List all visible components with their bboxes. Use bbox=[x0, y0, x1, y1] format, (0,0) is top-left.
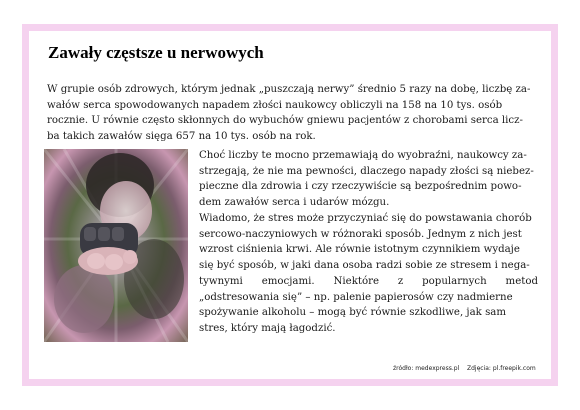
paragraph-line: ba takich zawałów sięga 657 na 10 tys. osób na rok. bbox=[47, 131, 316, 143]
paragraph-line: wzrost ciśnienia krwi. Ale równie istotnym czynnikiem wydaje bbox=[199, 244, 520, 256]
article-title: Zawały częstsze u nerwowych bbox=[48, 43, 264, 62]
paragraph-line: W grupie osób zdrowych, którym jednak „puszczają nerwy” średnio 5 razy na dobę, liczbę za- bbox=[47, 84, 531, 95]
paragraph-line: rocznie. U równie często skłonnych do wybuchów gniewu pacjentów z chorobami serca licz- bbox=[47, 115, 523, 127]
paragraph-line: spożywanie alkoholu – mogą być równie szkodliwe, jak sam bbox=[199, 307, 507, 319]
paragraph-line: pieczne dla zdrowia i czy rzeczywiście są bezpośrednim powo- bbox=[199, 181, 522, 193]
paragraph-line: dem zawałów serca i udarów mózgu. bbox=[199, 197, 390, 209]
paragraph-stress bbox=[199, 211, 538, 337]
paragraph-line: się być sposób, w jaki dana osoba radzi sobie ze stresem i nega- bbox=[199, 260, 530, 272]
paragraph-scientists bbox=[199, 148, 538, 211]
paragraph-line: „odstresowania się” – np. palenie papierosów czy nadmierne bbox=[199, 291, 513, 303]
paragraph-line: sercowo-naczyniowych w różnoraki sposób. Jednym z nich jest bbox=[199, 228, 522, 240]
paragraph-intro bbox=[47, 82, 538, 145]
fist-photo-illustration bbox=[44, 149, 188, 342]
paragraph-line: strzegają, że nie ma pewności, dlaczego napady złości są niebez- bbox=[199, 165, 534, 177]
fist-photo bbox=[44, 149, 188, 342]
paragraph-line: Choć liczby te mocno przemawiają do wyobraźni, naukowcy za- bbox=[199, 150, 527, 161]
photo-credit: Zdjęcia: pl.freepik.com bbox=[467, 365, 536, 372]
paragraph-line: wałów serca spowodowanych napadem złości naukowcy obliczyli na 158 na 10 tys. osób bbox=[47, 99, 503, 111]
paragraph-line: Wiadomo, że stres może przyczyniać się do powstawania chorób bbox=[199, 213, 532, 224]
paragraph-line: tywnymi emocjami. Niektóre z popularnych metod bbox=[199, 275, 538, 287]
source-credit: źródło: medexpress.pl bbox=[393, 365, 460, 372]
paragraph-line: stres, który mają łagodzić. bbox=[199, 322, 336, 334]
